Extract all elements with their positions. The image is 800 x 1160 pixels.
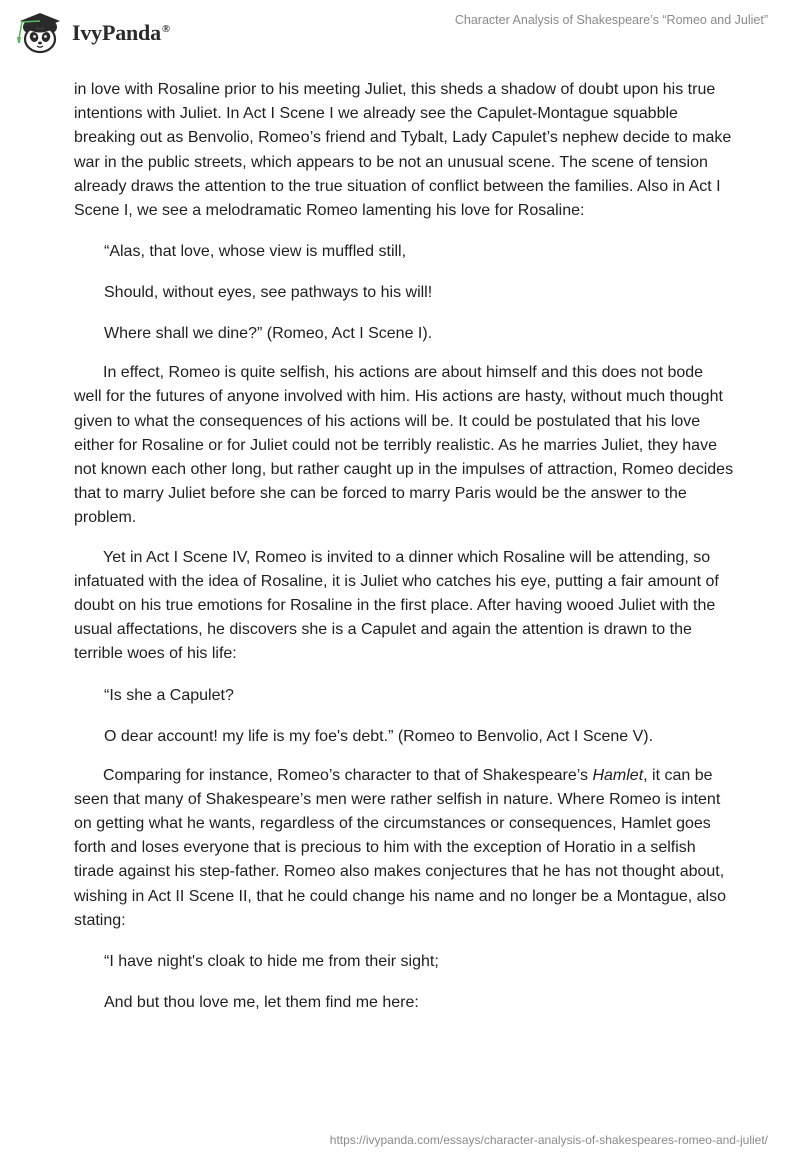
paragraph: Yet in Act I Scene IV, Romeo is invited to a dinner which Rosaline will be attending, so infatuated with the idea of Rosaline, it is Juliet who catches his eye, putting a fair amount of doubt on his true emotions for Rosaline in the first place. After having wooed Juliet with the usual affectations, he discovers she is a Capulet and again the attention is drawn to the terrible woes of his life: bbox=[74, 548, 719, 663]
quote-line: Should, without eyes, see pathways to his will! bbox=[104, 284, 433, 302]
panda-graduate-icon bbox=[14, 10, 66, 56]
essay-content bbox=[74, 78, 734, 1015]
quote-line: O dear account! my life is my foe's debt.” (Romeo to Benvolio, Act I Scene V). bbox=[104, 727, 654, 745]
source-url[interactable]: https://ivypanda.com/essays/character-analysis-of-shakespeares-romeo-and-juliet/ bbox=[329, 1133, 768, 1147]
paragraph: in love with Rosaline prior to his meeting Juliet, this sheds a shadow of doubt upon his true intentions with Juliet. In Act I Scene I we already see the Capulet-Montague squabble breaking out as Benvolio, Romeo’s friend and Tybalt, Lady Capulet’s nephew decide to make war in the public streets, which appears to be not an unusual scene. The scene of tension already draws the attention to the true situation of conflict between the families. Also in Act I Scene I, we see a melodramatic Romeo lamenting his love for Rosaline: bbox=[74, 81, 732, 220]
paragraph-text: , it can be seen that many of Shakespeare’s men were rather selfish in nature. Where Romeo is intent on getting what he wants, regardless of the circumstances or consequences, Hamlet goes forth and loses everyone that is precious to him with the exception of Horatio in a selfish tirade against his step-father. Romeo also makes conjectures that he has not thought about, wishing in Act II Scene II, that he could change his name and no longer be a Montague, also stating: bbox=[74, 766, 726, 929]
quote-line: Where shall we dine?” (Romeo, Act I Scene I). bbox=[104, 325, 433, 343]
quote-line: “Is she a Capulet? bbox=[104, 686, 234, 704]
quote-line: “I have night's cloak to hide me from their sight; bbox=[104, 953, 439, 971]
paragraph: In effect, Romeo is quite selfish, his actions are about himself and this does not bode well for the futures of anyone involved with him. His actions are hasty, without much thought given to what the consequences of his actions will be. It could be postulated that his love either for Rosaline or for Juliet could not be terribly realistic. As he marries Juliet, they have not known each other long, but rather caught up in the impulses of attraction, Romeo decides that to marry Juliet before she can be forced to marry Paris would be the answer to the problem. bbox=[74, 364, 734, 527]
page-header bbox=[0, 0, 800, 70]
document-title: Character Analysis of Shakespeare’s “Romeo and Juliet” bbox=[454, 13, 768, 27]
paragraph-text: Comparing for instance, Romeo’s character to that of Shakespeare’s bbox=[103, 766, 593, 784]
quote-line: “Alas, that love, whose view is muffled still, bbox=[104, 243, 407, 261]
ivypanda-logo[interactable] bbox=[14, 10, 170, 56]
work-title-hamlet: Hamlet bbox=[592, 766, 644, 784]
registered-mark: ® bbox=[161, 22, 170, 35]
paragraph bbox=[74, 764, 734, 933]
logo-text: IvyPanda® bbox=[72, 20, 170, 45]
quote-line: And but thou love me, let them find me here: bbox=[104, 994, 419, 1012]
